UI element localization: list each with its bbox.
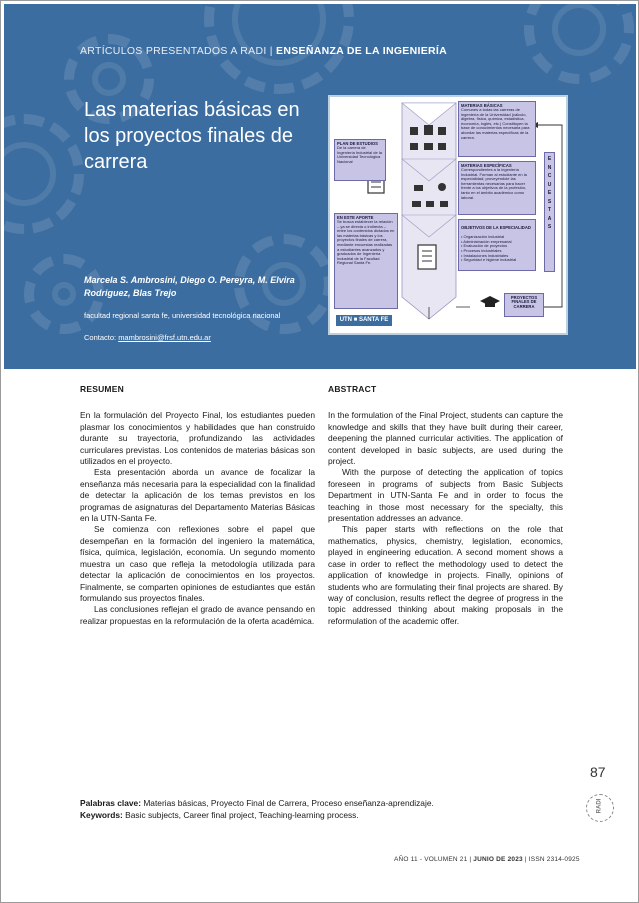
resumen-paragraph: En la formulación del Proyecto Final, los estudiantes pueden plasmar los conocimientos y habilidades que han construido durante su trayectoria, profundizando las actividades curriculares previstas. Los contenidos de materias básicas son utilizados en el proyecto. (80, 410, 315, 467)
keywords-es: Palabras clave: Materias básicas, Proyecto Final de Carrera, Proceso enseñanza-aprendizaje. (80, 798, 434, 808)
contact-email-link[interactable]: mambrosini@frsf.utn.edu.ar (118, 333, 211, 342)
abstract-heading: ABSTRACT (328, 384, 377, 394)
encuestas-text: ENCUESTAS (547, 156, 552, 230)
plan-de-estudios-box (334, 139, 386, 181)
objetivos-items: • Organización industrial • Administración empresarial • Evaluación de proyectos • Procesos industriales • Instalaciones industriales • Seguridad e higiene industrial (461, 234, 517, 263)
abstract-column (328, 384, 563, 627)
materias-basicas-box (458, 101, 536, 157)
contact: Contacto: mambrosini@frsf.utn.edu.ar (84, 333, 211, 342)
page-number: 87 (590, 764, 606, 780)
objetivos-box (458, 219, 536, 271)
keywords-en: Keywords: Basic subjects, Career final project, Teaching-learning process. (80, 810, 359, 820)
utn-santa-fe-logo: UTN ■ SANTA FE (336, 315, 392, 326)
abstract-paragraph: In the formulation of the Final Project, students can capture the knowledge and skills that they have built during their career, deepening the planned curricular activities. The application of content developed in basic subjects, are used during the project. (328, 410, 563, 467)
plan-title: PLAN DE ESTUDIOS (337, 140, 378, 146)
keywords-block (80, 797, 560, 821)
resumen-paragraph: Se comienza con reflexiones sobre el papel que desempeñan en la formación del ingeniero la matemática, física, química, legislación, economía. Un segundo momento muestra un caso que refleja la metodología utilizada para detectar la aplicación de conocimientos en los proyectos. Finalmente, se comparten opiniones de estudiantes que están formulando sus proyectos finales. (80, 524, 315, 603)
resumen-column (80, 384, 315, 627)
encuestas-label (544, 152, 555, 272)
methodology-diagram (328, 95, 568, 335)
abstract-paragraph: This paper starts with reflections on the role that mathematics, physics, chemistry, legislation, economics, played in engineering education. A second moment shows a case in order to reflect the methodology used to detect the application of knowledge in projects. Finally, opinions of students who are formulating their final projects are shared. By way of conclusion, results reflect the degree of progress in the topic addressed thinking about making proposals in the reformulation of the academic offer. (328, 524, 563, 626)
resumen-heading: RESUMEN (80, 384, 124, 394)
basicas-text: Comunes a todas las carreras de ingeniería de la Universidad (cálculo, álgebra, física, química, estadística, economía, inglés, etc.) Constituyen la base de conocimientos necesaria para abordar las materias específicas de la carrera. (461, 107, 530, 140)
plan-text: De la carrera de Ingeniería Industrial de la Universidad Tecnológica Nacional (337, 145, 382, 164)
article-title: Las materias básicas en los proyectos finales de carrera (84, 99, 300, 173)
objetivos-title: OBJETIVOS DE LA ESPECIALIDAD (461, 225, 531, 231)
aporte-title: EN ESTE APORTE (337, 214, 374, 220)
footer-issue-info: AÑO 11 - VOLUMEN 21 | JUNIO DE 2023 | ISSN 2314-0925 (394, 856, 580, 863)
aporte-text: Se busca establecer la relación – ya se directa o indirecta – entre los contenidos dictados en las materias básicas y los proyectos finales de carrera, mediante encuestas realizadas a estudiantes avanzados y graduados de Ingeniería Industrial de la Facultad Regional Santa Fe. (337, 219, 395, 266)
basicas-title: MATERIAS BÁSICAS (461, 102, 503, 108)
resumen-paragraph: Las conclusiones reflejan el grado de avance pensando en realizar propuestas en la reformulación de la oferta académica. (80, 604, 315, 626)
materias-especificas-box (458, 161, 536, 215)
resumen-paragraph: Esta presentación aborda un avance de focalizar la enseñanza más necesaria para la especialidad con la finalidad de detectar la aplicación de los temas previstos en los programas de asignaturas del Departamento Materias Básicas en la UTN-Santa Fe. (80, 467, 315, 524)
abstract-paragraph: With the purpose of detecting the application of topics foreseen in programs of subjects from Basic Subjects Department in UTN-Santa Fe and in order to focus the teaching in those most necessary for the specialty, this presentation addresses an advance. (328, 467, 563, 524)
affiliation: facultad regional santa fe, universidad tecnológica nacional (84, 311, 281, 320)
proyectos-finales-box: PROYECTOS FINALES DE CARRERA (504, 293, 544, 317)
gear-decoration (524, 4, 634, 84)
gear-decoration (4, 114, 84, 234)
especificas-title: MATERIAS ESPECÍFICAS (461, 162, 512, 168)
radi-seal-icon: RADI (586, 794, 614, 822)
section-header: ARTÍCULOS PRESENTADOS A RADI | ENSEÑANZA DE LA INGENIERÍA (80, 45, 447, 57)
authors: Marcela S. Ambrosini, Diego O. Pereyra, M. Elvira Rodriguez, Blas Trejo (84, 275, 295, 298)
especificas-text: Correspondientes a la ingeniería Industrial. Forman al estudiante en la especialidad; proveyéndole las herramientas necesarias para hacer frente a los objetivos de la profesión, tanto en el ámbito académico como laboral. (461, 167, 527, 200)
en-este-aporte-box (334, 213, 398, 309)
